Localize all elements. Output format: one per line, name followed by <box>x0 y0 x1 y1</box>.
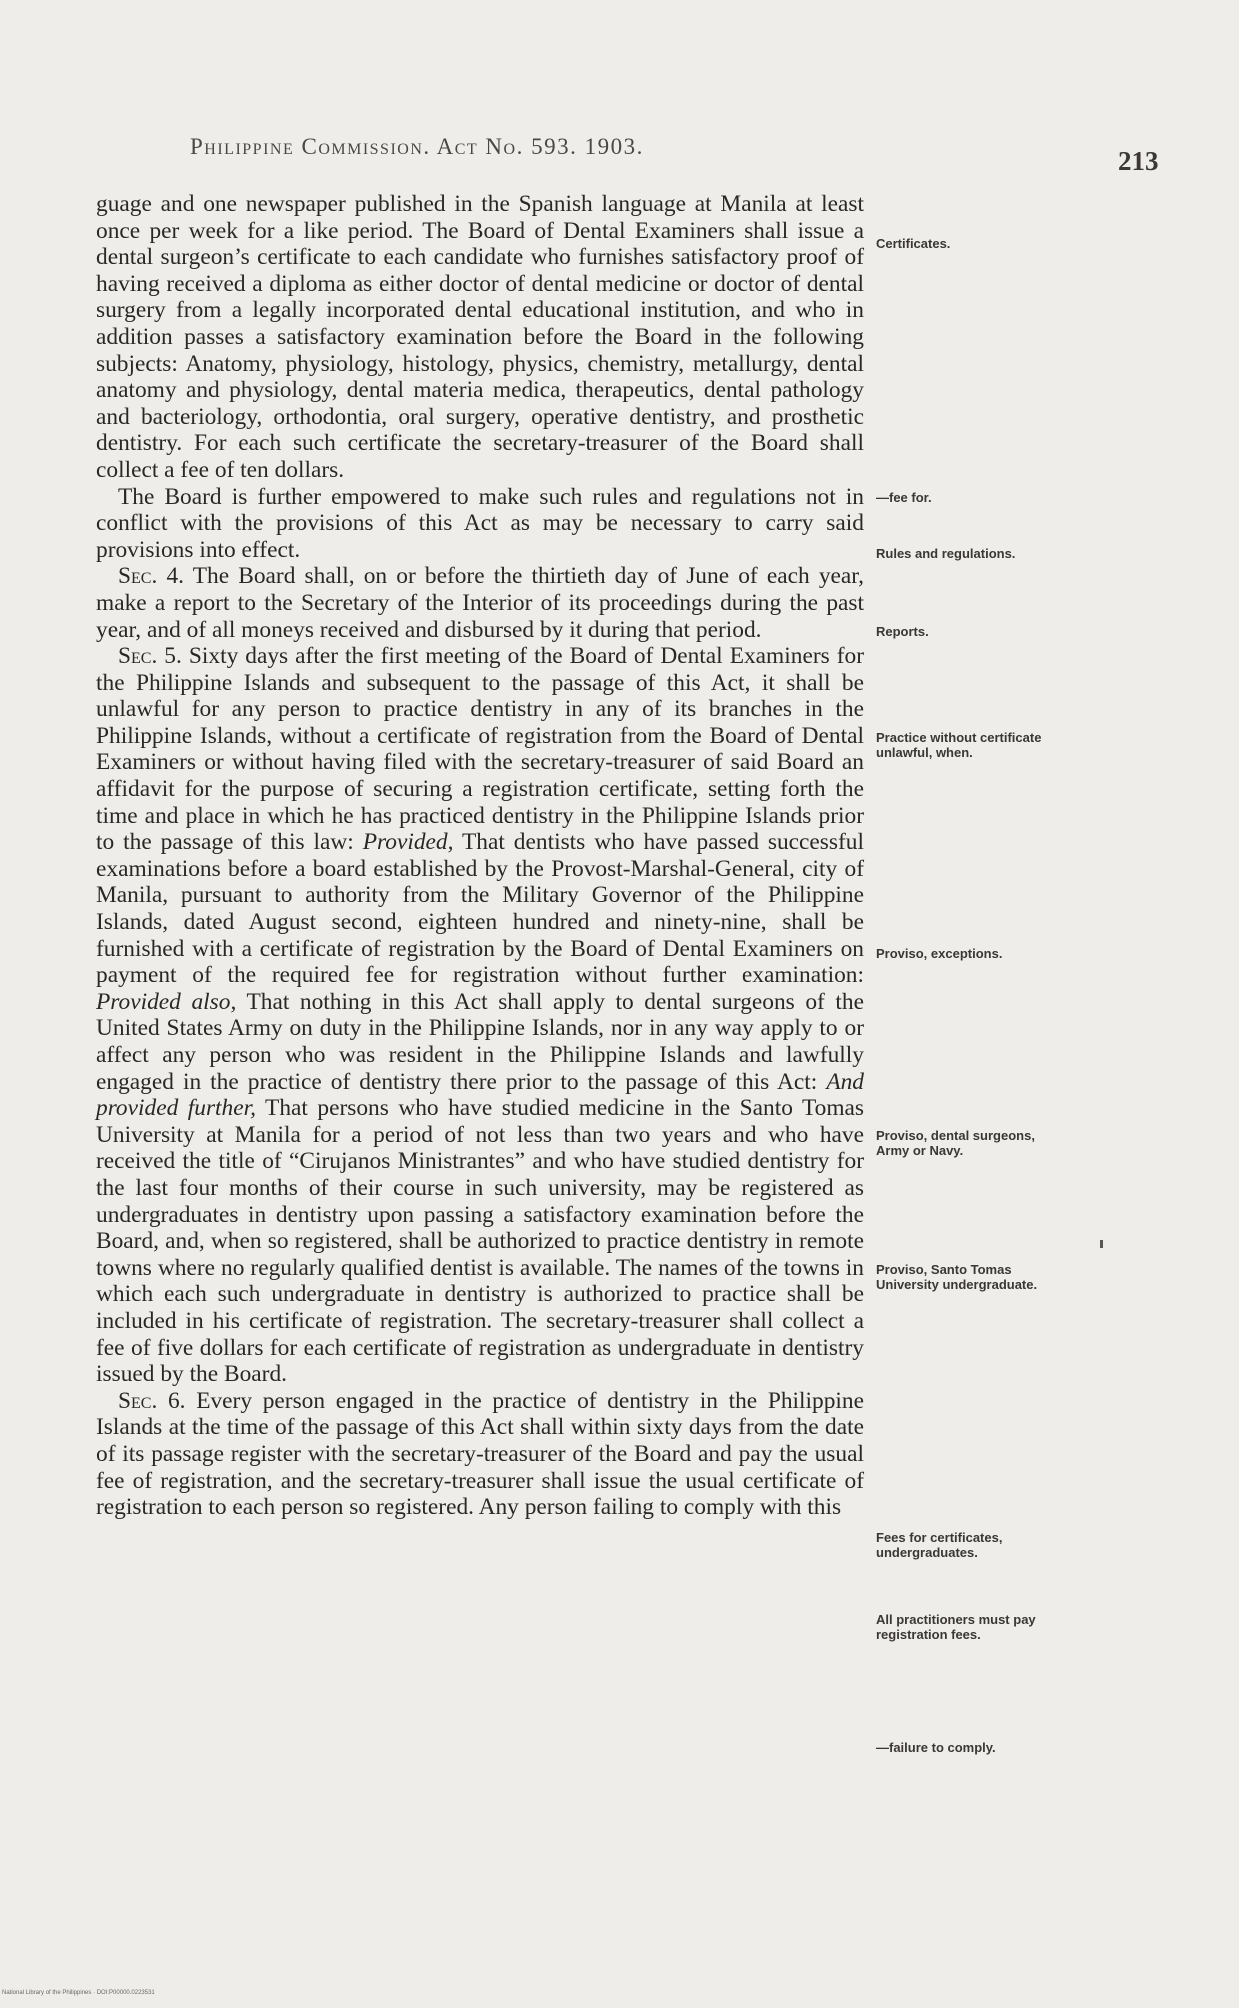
paragraph-section-4 <box>96 563 864 643</box>
scan-speck <box>1100 1240 1103 1248</box>
proviso-italic: And provided further, <box>96 1068 864 1122</box>
section-5-text-a: Sixty days after the first meeting of the Board of Dental Examiners for the Philippine Islands and subsequent to the passage of this Act, it shall be unlawful for any person to practice dentistry in any of its branches in the Philippine Islands, without a certificate of registration from the Board of Dental Examiners or without having filed with the secretary-treasurer of said Board an affidavit for the purpose of securing a registration certificate, setting forth the time and place in which he has practiced dentistry in the Philippine Islands prior to the passage of this law: <box>96 643 864 856</box>
section-5-text-c: That nothing in this Act shall apply to dental surgeons of the United States Army on duty in the Philippine Islands, nor in any way apply to or affect any person who was resident in the Philippine Islands and lawfully engaged in the practice of dentistry there prior to the passage of this Act: <box>96 988 864 1095</box>
section-5-text-d: That persons who have studied medicine in the Santo Tomas University at Manila for a period of not less than two years and who have received the title of “Cirujanos Ministrantes” and who have studied dentistry for the last four months of their course in such university, may be registered as undergraduates in dentistry upon passing a satisfactory examination before the Board, and, when so registered, shall be authorized to practice dentistry in remote towns where no regularly qualified dentist is available. The names of the towns in which each such undergraduate in dentistry is authorized to practice shall be included in his certificate of registration. The secretary-treasurer shall collect a fee of five dollars for each certificate of registration as undergraduate in dentistry issued by the Board. <box>96 1095 865 1388</box>
margin-note-fee-for: —fee for. <box>876 490 932 505</box>
margin-note-certificates: Certificates. <box>876 236 951 251</box>
body-text <box>96 191 864 1521</box>
footer-imprint: National Library of the Philippines · DOI:P00000.0223531 <box>2 1990 155 1996</box>
margin-note-rules: Rules and regulations. <box>876 546 1016 561</box>
margin-note-reports: Reports. <box>876 624 929 639</box>
proviso-italic: Provided, <box>362 829 454 856</box>
margin-note-fees: Fees for certificates, undergraduates. <box>876 1530 1003 1560</box>
section-label: Sec. 6. <box>118 1387 186 1414</box>
section-6-text: Every person engaged in the practice of dentistry in the Philippine Islands at the time of the passage of this Act shall within sixty days from the date of its passage register with the secretary-treasurer of the Board and pay the usual fee of registration, and the secretary-treasurer shall issue the usual certificate of registration to each person so registered. Any person failing to comply with this <box>96 1387 864 1521</box>
margin-note-practice: Practice without certificate unlawful, when. <box>876 730 1042 760</box>
paragraph-certificates: guage and one newspaper published in the Spanish language at Manila at least once per week for a like period. The Board of Dental Examiners shall issue a dental surgeon’s certificate to each candidate who furnishes satisfactory proof of having received a diploma as either doctor of dental medicine or doctor of dental surgery from a legally incorporated dental educational institution, and who in addition passes a satisfactory examination before the Board in the following subjects: Anatomy, physiology, histology, physics, chemistry, metallurgy, dental anatomy and physiology, dental materia medica, therapeutics, dental pathology and bacteriology, orthodontia, oral surgery, operative dentistry, and prosthetic dentistry. For each such certificate the secretary-treasurer of the Board shall collect a fee of ten dollars. <box>96 191 864 483</box>
section-5-text-b: That dentists who have passed successful examinations before a board established by the Provost-Marshal-General, city of Manila, pursuant to authority from the Military Governor of the Philippine Islands, dated August second, eighteen hundred and ninety-nine, shall be furnished with a certificate of registration by the Board of Dental Examiners on payment of the required fee for registration without further examination: <box>96 829 864 989</box>
proviso-italic: Provided also, <box>96 988 237 1015</box>
margin-note-failure: —failure to comply. <box>876 1740 996 1755</box>
margin-note-all-practitioners: All practitioners must pay registration fees. <box>876 1612 1036 1642</box>
section-4-text: The Board shall, on or before the thirtieth day of June of each year, make a report to the Secretary of the Interior of its proceedings during the past year, and of all moneys received and disbursed by it during that period. <box>96 563 864 643</box>
paragraph-section-5 <box>96 643 864 1388</box>
paragraph-section-6 <box>96 1388 864 1521</box>
section-label: Sec. 5. <box>118 643 182 670</box>
page-number: 213 <box>1118 146 1159 176</box>
margin-note-proviso-dental: Proviso, dental surgeons, Army or Navy. <box>876 1128 1035 1158</box>
section-label: Sec. 4. <box>118 563 184 590</box>
running-head: Philippine Commission. Act No. 593. 1903. <box>190 134 644 159</box>
paragraph-rules: The Board is further empowered to make such rules and regulations not in conflict with the provisions of this Act as may be necessary to carry said provisions into effect. <box>96 483 864 563</box>
margin-note-proviso-santo-tomas: Proviso, Santo Tomas University undergraduate. <box>876 1262 1038 1292</box>
margin-note-proviso-exceptions: Proviso, exceptions. <box>876 946 1003 961</box>
